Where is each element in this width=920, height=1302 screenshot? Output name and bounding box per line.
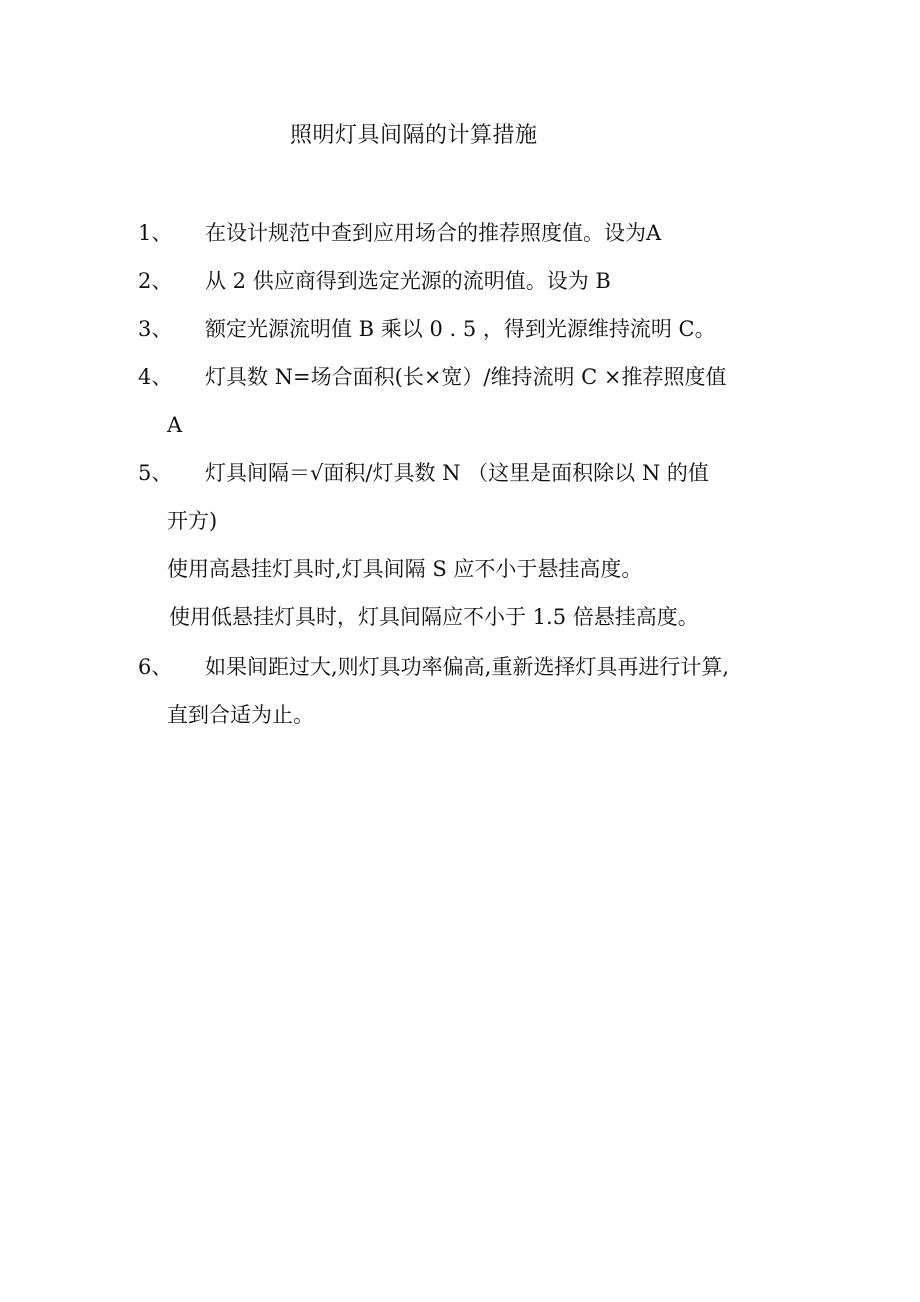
item-text-3: 额定光源流明值 B 乘以 0 . 5 ，得到光源维持流明 C。 <box>205 317 716 341</box>
item-text-1: 在设计规范中查到应用场合的推荐照度值。设为A <box>205 221 662 245</box>
item-text-6-continuation: 直到合适为止。 <box>167 703 314 727</box>
note-low-mount: 使用低悬挂灯具时，灯具间隔应不小于 1.5 倍悬挂高度。 <box>169 605 699 629</box>
item-number-2: 2、 <box>138 269 173 293</box>
item-text-5: 灯具间隔＝√面积/灯具数 N （这里是面积除以 N 的值 <box>205 461 709 485</box>
item-number-1: 1、 <box>138 221 173 245</box>
note-high-mount: 使用高悬挂灯具时,灯具间隔 S 应不小于悬挂高度。 <box>167 557 643 581</box>
document-title: 照明灯具间隔的计算措施 <box>290 123 538 148</box>
item-text-4-continuation: A <box>167 413 183 437</box>
item-number-5: 5、 <box>138 461 173 485</box>
item-number-4: 4、 <box>138 365 173 389</box>
item-text-6: 如果间距过大,则灯具功率偏高,重新选择灯具再进行计算, <box>205 655 730 679</box>
item-number-3: 3、 <box>138 317 173 341</box>
item-text-2: 从 2 供应商得到选定光源的流明值。设为 B <box>205 269 611 293</box>
item-number-6: 6、 <box>138 655 173 679</box>
item-text-4: 灯具数 N=场合面积(长×宽）/维持流明 C ×推荐照度值 <box>205 365 727 389</box>
item-text-5-continuation: 开方) <box>167 509 218 533</box>
